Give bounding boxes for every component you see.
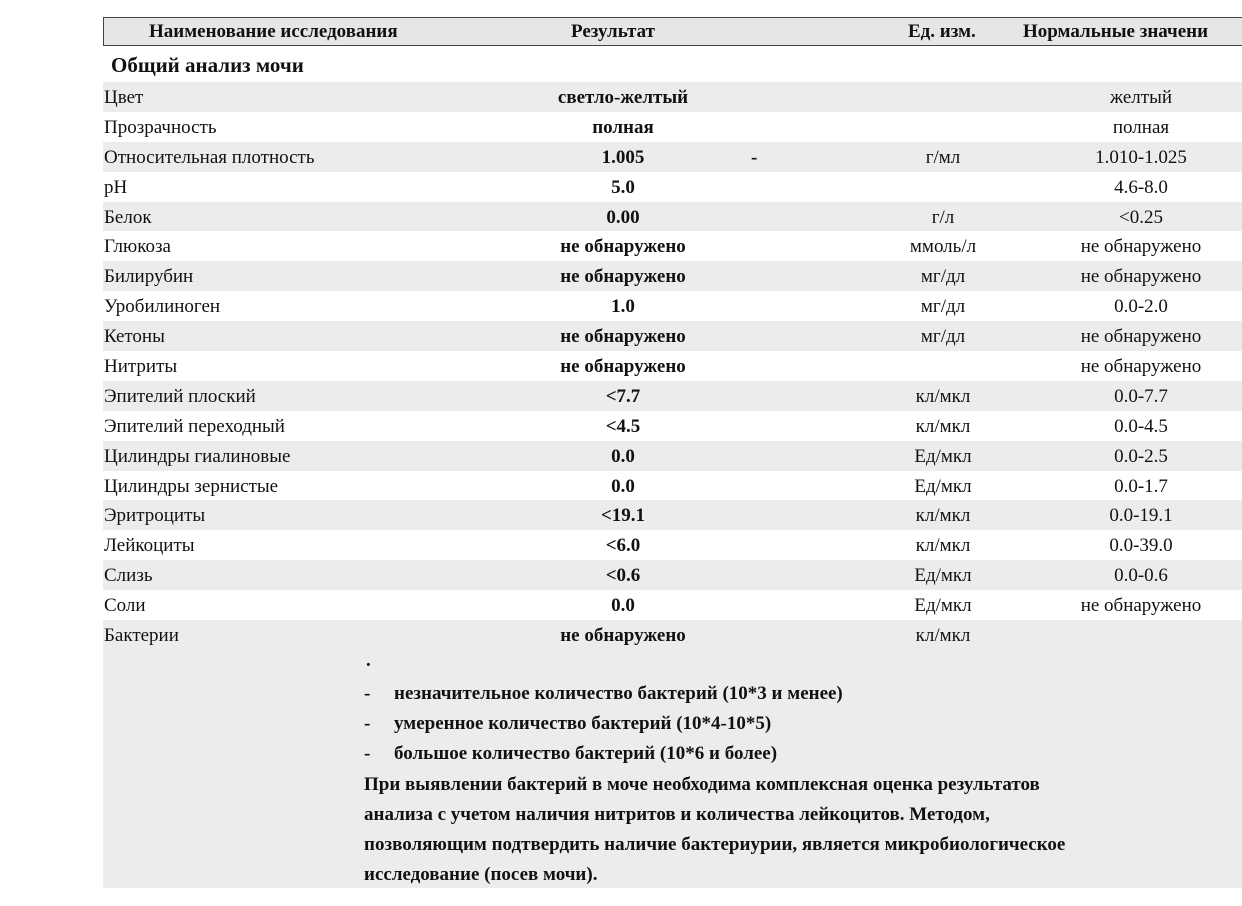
table-row	[103, 231, 1242, 261]
table-row	[103, 291, 1242, 321]
row-norm: не обнаружено	[1080, 356, 1202, 378]
paragraph-line: исследование (посев мочи).	[364, 864, 598, 885]
table-row	[103, 202, 1242, 232]
row-unit: мг/дл	[920, 296, 966, 318]
row-norm: 0.0-39.0	[1109, 535, 1173, 557]
paragraph-line: анализа с учетом наличия нитритов и количества лейкоцитов. Методом,	[364, 804, 990, 825]
row-name: Лейкоциты	[104, 535, 195, 557]
header-unit: Ед. изм.	[908, 21, 976, 42]
bacteria-notes	[103, 650, 1242, 888]
paragraph-line: При выявлении бактерий в моче необходима комплексная оценка результатов	[364, 774, 1040, 795]
row-name: Эритроциты	[104, 505, 206, 527]
row-unit: кл/мкл	[915, 535, 971, 557]
row-result: 1.005	[601, 146, 645, 168]
row-norm: не обнаружено	[1080, 326, 1202, 348]
row-norm: 0.0-2.0	[1114, 296, 1168, 318]
row-name: Соли	[104, 595, 146, 617]
row-result: не обнаружено	[560, 625, 686, 647]
table-row	[103, 530, 1242, 560]
table-row	[103, 261, 1242, 291]
row-result: 0.0	[611, 445, 635, 467]
results-table	[103, 82, 1242, 650]
bullet-dash: -	[364, 683, 371, 704]
notes-paragraph	[364, 770, 1224, 890]
row-result: 5.0	[611, 176, 635, 198]
row-result: <4.5	[605, 415, 641, 437]
row-result: не обнаружено	[560, 326, 686, 348]
header-name: Наименование исследования	[149, 21, 398, 42]
row-name: Белок	[104, 206, 152, 228]
header-result: Результат	[571, 21, 655, 42]
row-unit: кл/мкл	[915, 415, 971, 437]
table-row	[103, 590, 1242, 620]
row-name: Цилиндры зернистые	[104, 475, 279, 497]
table-row	[103, 471, 1242, 501]
row-result: 1.0	[611, 296, 635, 318]
row-unit: Ед/мкл	[914, 445, 972, 467]
row-name: Билирубин	[104, 266, 194, 288]
table-row	[103, 351, 1242, 381]
lab-report	[103, 0, 1242, 906]
row-unit: Ед/мкл	[914, 475, 972, 497]
row-norm: желтый	[1109, 87, 1173, 108]
bullet-text: большое количество бактерий (10*6 и более)	[394, 743, 778, 764]
notes-dot: .	[366, 650, 371, 671]
row-unit: Ед/мкл	[914, 565, 972, 587]
paragraph-line: позволяющим подтвердить наличие бактериурии, является микробиологическое	[364, 834, 1066, 855]
row-norm: 1.010-1.025	[1095, 146, 1187, 168]
row-name: Эпителий переходный	[104, 415, 285, 437]
table-row	[103, 411, 1242, 441]
row-unit: кл/мкл	[915, 625, 971, 647]
row-unit: мг/дл	[920, 266, 966, 288]
row-result: 0.0	[611, 475, 635, 497]
row-name: Цилиндры гиалиновые	[104, 445, 291, 467]
row-result: <19.1	[600, 505, 646, 527]
row-result: не обнаружено	[560, 236, 686, 258]
table-row	[103, 500, 1242, 530]
row-norm: полная	[1112, 116, 1170, 138]
row-norm: 0.0-7.7	[1114, 385, 1168, 407]
table-row	[103, 172, 1242, 202]
row-norm: <0.25	[1119, 206, 1163, 228]
row-unit: ммоль/л	[909, 236, 977, 258]
header-norm: Нормальные значени	[1023, 21, 1209, 42]
table-row	[103, 620, 1242, 650]
row-unit: кл/мкл	[915, 385, 971, 407]
row-name: Относительная плотность	[104, 146, 315, 168]
row-result: 0.00	[606, 206, 640, 228]
row-norm: 4.6-8.0	[1114, 176, 1168, 198]
row-norm: 0.0-19.1	[1109, 505, 1173, 527]
row-norm: не обнаружено	[1080, 266, 1202, 288]
row-result: <7.7	[605, 385, 641, 407]
row-unit: мг/дл	[920, 326, 966, 348]
row-name: Кетоны	[104, 326, 165, 348]
table-row	[103, 560, 1242, 590]
row-result: 0.0	[611, 595, 635, 617]
table-row	[103, 441, 1242, 471]
row-norm: не обнаружено	[1080, 595, 1202, 617]
bullet-text: умеренное количество бактерий (10*4-10*5)	[394, 713, 772, 734]
table-header	[103, 17, 1242, 46]
row-result: <0.6	[605, 565, 641, 587]
table-row	[103, 381, 1242, 411]
row-result: полная	[592, 116, 654, 138]
table-row	[103, 82, 1242, 112]
bullet-dash: -	[364, 743, 371, 764]
table-row	[103, 321, 1242, 351]
row-unit: кл/мкл	[915, 505, 971, 527]
row-result: светло-желтый	[557, 87, 689, 108]
row-unit: Ед/мкл	[914, 595, 972, 617]
table-row	[103, 142, 1242, 172]
bullet-text: незначительное количество бактерий (10*3 и менее)	[394, 683, 843, 704]
row-name: Прозрачность	[104, 116, 217, 138]
row-name: Нитриты	[104, 356, 178, 378]
row-result: не обнаружено	[560, 266, 686, 288]
row-unit: г/л	[931, 206, 955, 228]
row-name: Бактерии	[104, 625, 179, 647]
row-name: Эпителий плоский	[104, 385, 256, 407]
row-norm: не обнаружено	[1080, 236, 1202, 258]
row-name: Уробилиноген	[104, 296, 221, 318]
row-name: Глюкоза	[104, 236, 171, 258]
row-norm: 0.0-0.6	[1114, 565, 1168, 587]
row-result: не обнаружено	[560, 356, 686, 378]
row-norm: 0.0-1.7	[1114, 475, 1168, 497]
row-name: Цвет	[104, 87, 144, 108]
row-unit: г/мл	[925, 146, 961, 168]
row-name: pH	[104, 176, 128, 198]
row-norm: 0.0-2.5	[1114, 445, 1168, 467]
row-result: <6.0	[605, 535, 641, 557]
bullet-dash: -	[364, 713, 371, 734]
row-name: Слизь	[104, 565, 153, 587]
row-norm: 0.0-4.5	[1114, 415, 1168, 437]
table-row	[103, 112, 1242, 142]
row-flag: -	[751, 146, 758, 168]
section-title: Общий анализ мочи	[111, 53, 304, 77]
